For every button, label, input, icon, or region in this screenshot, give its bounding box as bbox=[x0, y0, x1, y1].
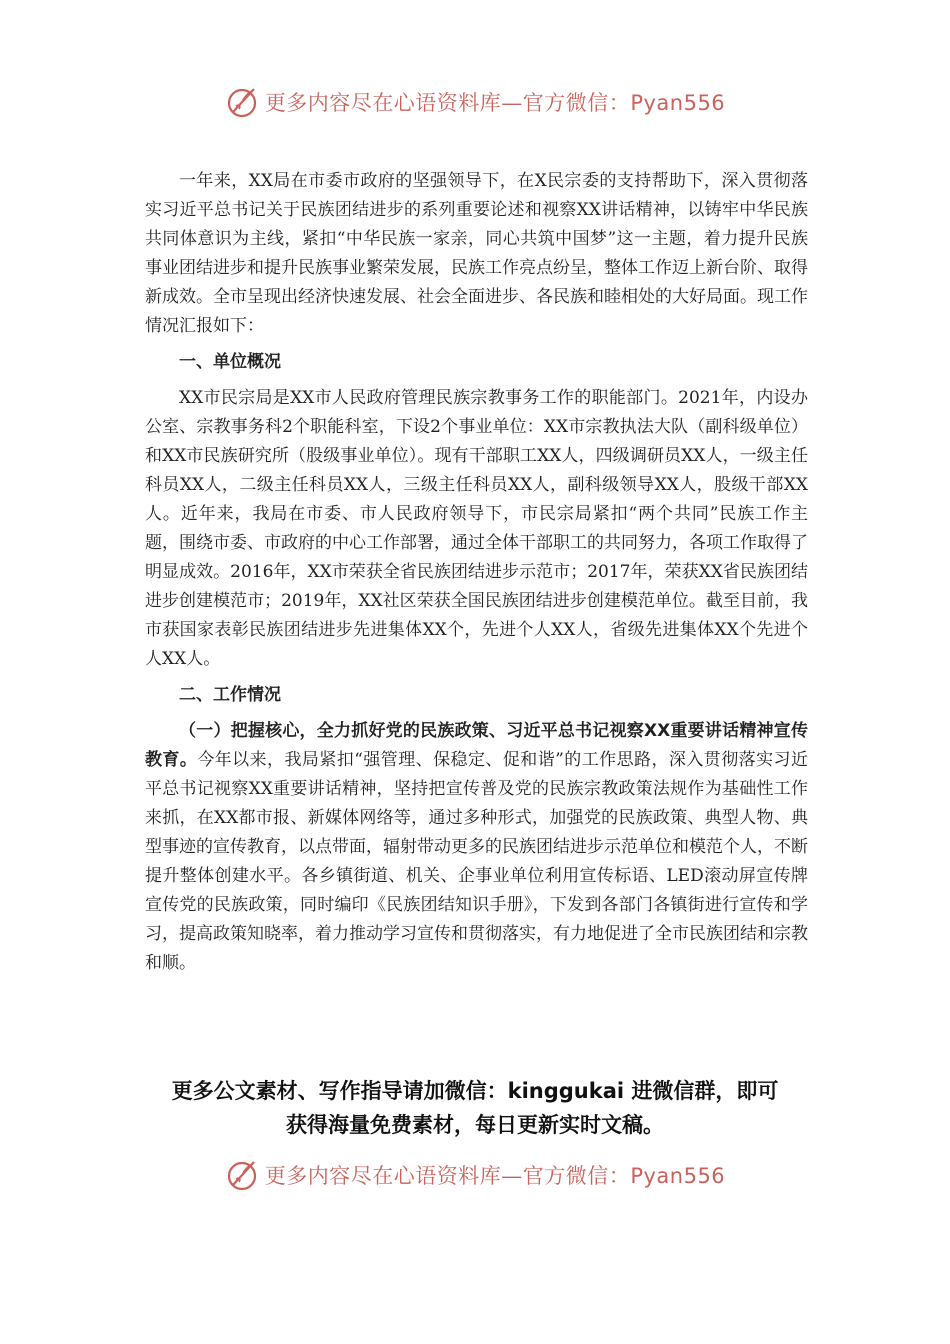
quill-pen-logo-icon bbox=[225, 1157, 261, 1193]
wechat-handle: Pyan556 bbox=[630, 91, 726, 115]
footer-banner bbox=[0, 1155, 950, 1195]
header-banner bbox=[0, 82, 950, 122]
intro-paragraph: 一年来，XX局在市委市政府的坚强领导下，在X民宗委的支持帮助下，深入贯彻落实习近平总书记关于民族团结进步的系列重要论述和视察XX讲话精神，以铸牢中华民族共同体意识为主线，紧扣“中华民族一家亲，同心共筑中国梦”这一主题，着力提升民族事业团结进步和提升民族事业繁荣发展，民族工作亮点纷呈，整体工作迈上新台阶、取得新成效。全市呈现出经济快速发展、社会全面进步、各民族和睦相处的大好局面。现工作情况汇报如下： bbox=[145, 171, 808, 336]
promo-line-1: 更多公文素材、写作指导请加微信：kinggukai 进微信群，即可 bbox=[171, 1079, 779, 1103]
banner-text: 更多内容尽在心语资料库—官方微信：Pyan556 bbox=[264, 91, 726, 115]
quill-pen-logo-icon bbox=[225, 84, 261, 120]
promo-line-2: 获得海量免费素材，每日更新实时文稿。 bbox=[286, 1113, 664, 1137]
section-heading-work: 二、工作情况 bbox=[179, 685, 281, 705]
promo-notice bbox=[110, 1074, 840, 1142]
overview-paragraph: XX市民宗局是XX市人民政府管理民族宗教事务工作的职能部门。2021年，内设办公室、宗教事务科2个职能科室，下设2个事业单位：XX市宗教执法大队（副科级单位）和XX市民族研究所（股级事业单位）。现有干部职工XX人，四级调研员XX人，一级主任科员XX人，二级主任科员XX人，三级主任科员XX人，副科级领导XX人，股级干部XX人。近年来，我局在市委、市人民政府领导下，市民宗局紧扣“两个共同”民族工作主题，围绕市委、市政府的中心工作部署，通过全体干部职工的共同努力，各项工作取得了明显成效。2016年，XX市荣获全省民族团结进步示范市；2017年，荣获XX省民族团结进步创建模范市；2019年，XX社区荣获全国民族团结进步创建模范单位。截至目前，我市获国家表彰民族团结进步先进集体XX个，先进个人XX人，省级先进集体XX个先进个人XX人。 bbox=[145, 388, 808, 669]
wechat-handle: Pyan556 bbox=[630, 1164, 726, 1188]
subsection-lead: （一）把握核心，全力抓好党的民族政策、习近平总书记视察XX重要讲话精神宣传教育。 bbox=[145, 721, 808, 770]
work-paragraph-1 bbox=[145, 717, 808, 978]
document-body bbox=[145, 167, 808, 978]
subsection-body: 今年以来，我局紧扣“强管理、保稳定、促和谐”的工作思路，深入贯彻落实习近平总书记视察XX重要讲话精神，坚持把宣传普及党的民族宗教政策法规作为基础性工作来抓，在XX都市报、新媒体网络等，通过多种形式，加强党的民族政策、典型人物、典型事迹的宣传教育，以点带面，辐射带动更多的民族团结进步示范单位和模范个人，不断提升整体创建水平。各乡镇街道、机关、企事业单位利用宣传标语、LED滚动屏宣传牌宣传党的民族政策，同时编印《民族团结知识手册》，下发到各部门各镇街进行宣传和学习，提高政策知晓率，着力推动学习宣传和贯彻落实，有力地促进了全市民族团结和宗教和顺。 bbox=[145, 750, 808, 973]
section-heading-overview: 一、单位概况 bbox=[179, 352, 281, 372]
banner-text: 更多内容尽在心语资料库—官方微信：Pyan556 bbox=[264, 1164, 726, 1188]
